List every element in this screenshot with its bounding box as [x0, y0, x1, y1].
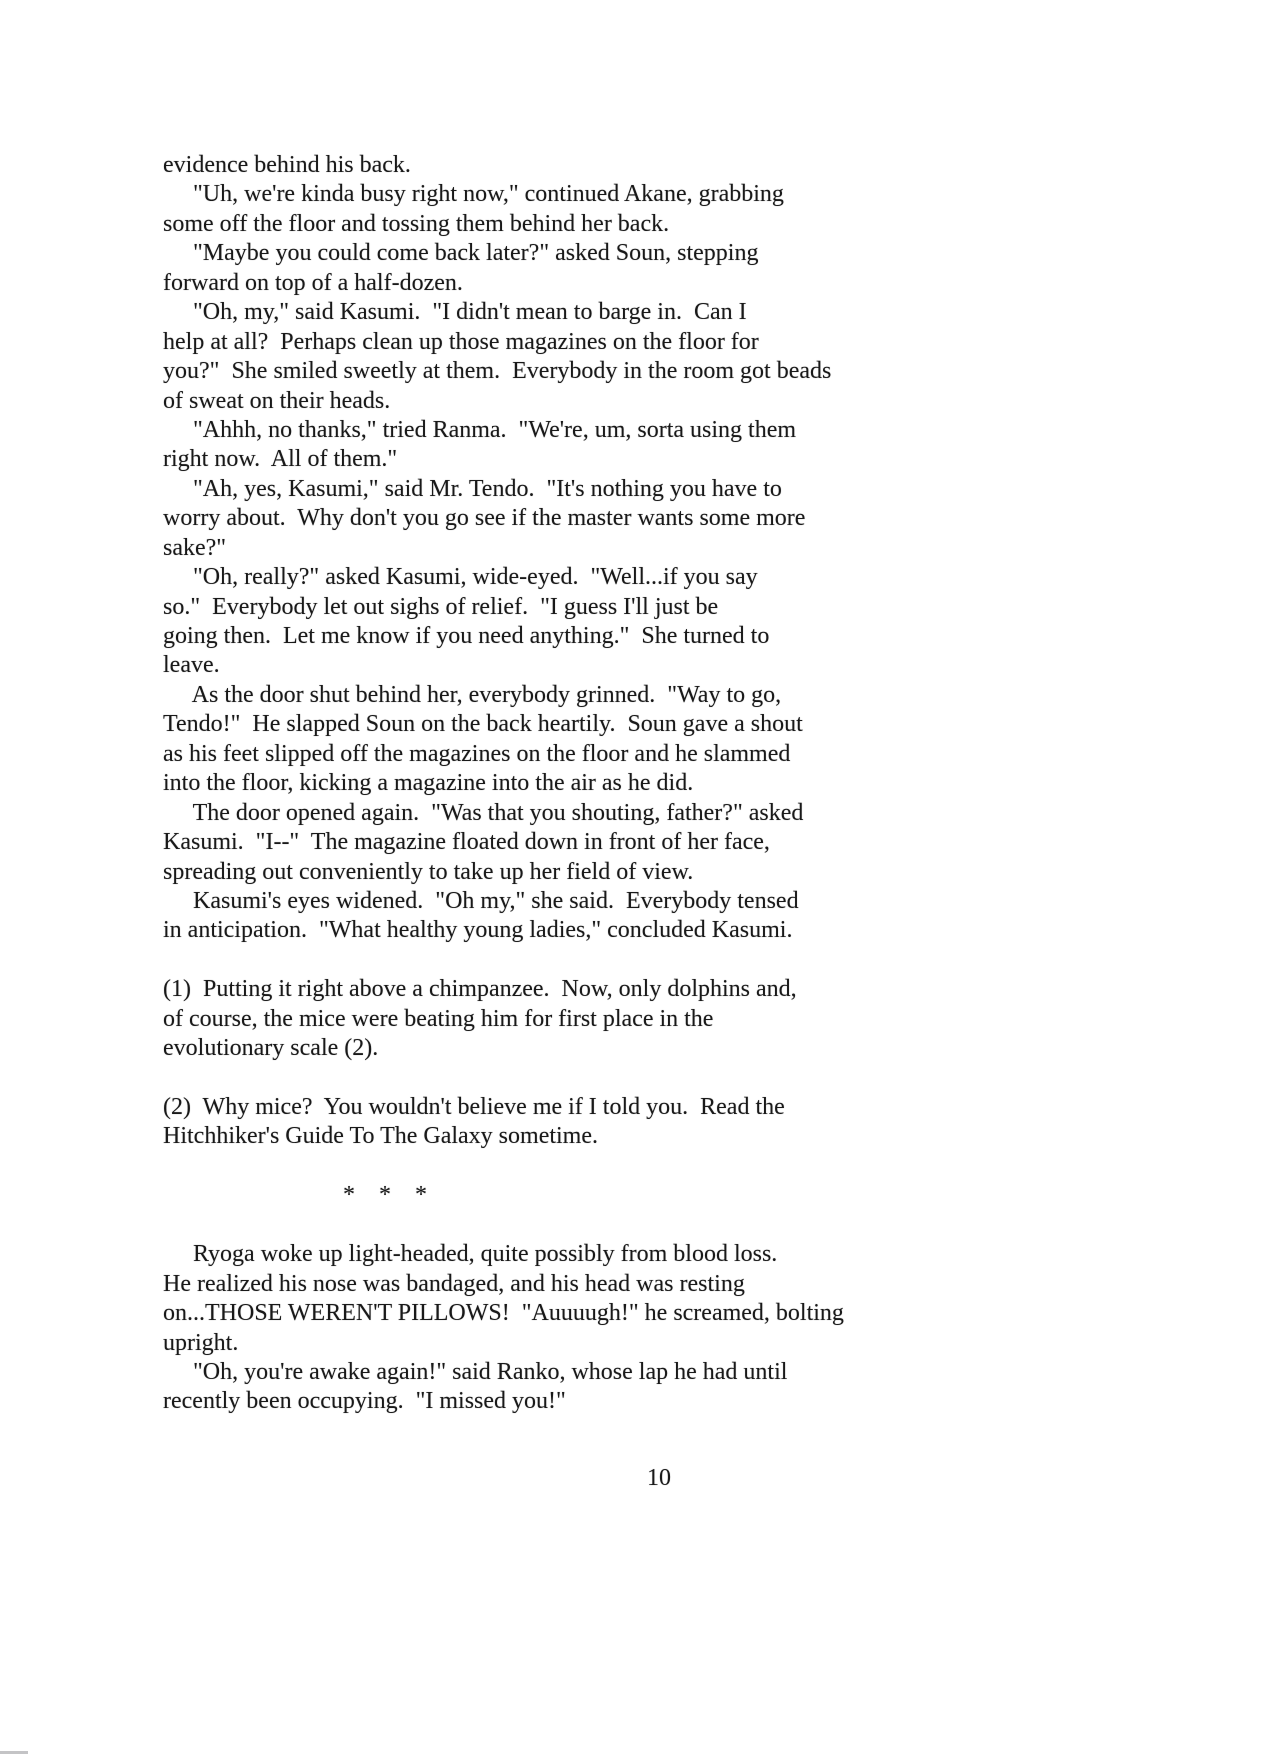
text-line: you?" She smiled sweetly at them. Everybody in the room got beads [163, 358, 832, 385]
text-line: so." Everybody let out sighs of relief. "I guess I'll just be [163, 593, 719, 620]
text-line: "Oh, my," said Kasumi. "I didn't mean to barge in. Can I [163, 299, 747, 326]
text-line: The door opened again. "Was that you shouting, father?" asked [163, 799, 804, 826]
text-line: "Oh, you're awake again!" said Ranko, whose lap he had until [163, 1358, 788, 1385]
text-line: spreading out conveniently to take up her field of view. [163, 858, 694, 885]
scan-artifact-mark [0, 1751, 28, 1754]
text-line [163, 1211, 883, 1240]
text-line: (1) Putting it right above a chimpanzee. Now, only dolphins and, [163, 976, 797, 1003]
text-line: * * * [163, 1182, 427, 1209]
text-line: "Maybe you could come back later?" asked Soun, stepping [163, 240, 759, 267]
text-line: in anticipation. "What healthy young ladies," concluded Kasumi. [163, 917, 793, 944]
text-line: going then. Let me know if you need anything." She turned to [163, 623, 770, 649]
text-line: into the floor, kicking a magazine into the air as he did. [163, 770, 694, 797]
page-number: 10 [647, 1465, 671, 1491]
text-line: on...THOSE WEREN'T PILLOWS! "Auuuugh!" he screamed, bolting [163, 1300, 844, 1327]
text-line: Hitchhiker's Guide To The Galaxy sometime. [163, 1123, 598, 1150]
body-text [163, 151, 883, 1417]
text-line: some off the floor and tossing them behind her back. [163, 210, 670, 237]
text-line: sake?" [163, 534, 227, 561]
text-line: Ryoga woke up light-headed, quite possibly from blood loss. [163, 1241, 778, 1268]
text-line: of sweat on their heads. [163, 387, 391, 414]
text-line: right now. All of them." [163, 446, 398, 473]
text-line: recently been occupying. "I missed you!" [163, 1388, 566, 1415]
text-line [163, 946, 883, 975]
text-line: evolutionary scale (2). [163, 1035, 379, 1062]
text-line [163, 1152, 883, 1181]
text-line [163, 1064, 883, 1093]
text-line: "Ahhh, no thanks," tried Ranma. "We're, um, sorta using them [163, 416, 797, 443]
text-line: as his feet slipped off the magazines on the floor and he slammed [163, 740, 791, 767]
text-line: leave. [163, 652, 220, 679]
text-line: evidence behind his back. [163, 152, 411, 178]
text-line: Kasumi. "I--" The magazine floated down in front of her face, [163, 829, 770, 856]
text-line: As the door shut behind her, everybody grinned. "Way to go, [163, 681, 782, 708]
text-line: Kasumi's eyes widened. "Oh my," she said. Everybody tensed [163, 887, 799, 914]
text-line: worry about. Why don't you go see if the master wants some more [163, 505, 806, 532]
text-line: "Uh, we're kinda busy right now," continued Akane, grabbing [163, 181, 784, 208]
text-line: of course, the mice were beating him for first place in the [163, 1005, 714, 1032]
text-line: help at all? Perhaps clean up those magazines on the floor for [163, 328, 759, 355]
text-line: forward on top of a half-dozen. [163, 269, 463, 296]
text-line: He realized his nose was bandaged, and his head was resting [163, 1270, 745, 1297]
text-line: Tendo!" He slapped Soun on the back heartily. Soun gave a shout [163, 711, 803, 738]
text-line: upright. [163, 1329, 239, 1356]
text-line: "Oh, really?" asked Kasumi, wide-eyed. "Well...if you say [163, 564, 758, 591]
text-line: "Ah, yes, Kasumi," said Mr. Tendo. "It's nothing you have to [163, 475, 782, 502]
text-line: (2) Why mice? You wouldn't believe me if I told you. Read the [163, 1094, 785, 1120]
